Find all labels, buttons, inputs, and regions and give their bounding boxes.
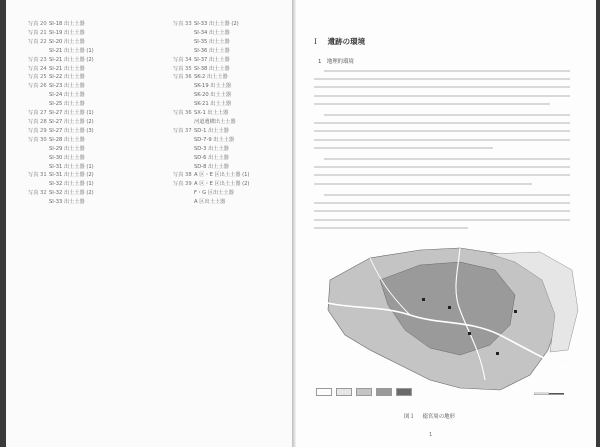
photo-caption: SI-37 出土土器 xyxy=(194,56,230,63)
photo-caption: SI-22 出土土器 xyxy=(49,74,85,81)
photo-number: 写真 28 xyxy=(28,118,47,125)
photo-list-entry xyxy=(28,154,94,163)
photo-number: 写真 38 xyxy=(173,172,192,179)
photo-number xyxy=(173,145,194,154)
photo-caption: SI-34 出土土器 xyxy=(194,29,230,36)
photo-list-entry xyxy=(28,127,94,136)
photo-number xyxy=(173,136,194,145)
photo-caption: SI-19 出土土器 xyxy=(49,29,85,36)
photo-number xyxy=(173,100,194,109)
chapter-number: I xyxy=(314,37,317,46)
photo-number xyxy=(28,198,49,207)
photo-number xyxy=(173,47,194,56)
photo-caption: SD-3 出土土器 xyxy=(194,145,229,152)
photo-caption: SI-23 出土土器 xyxy=(49,83,85,90)
photo-list-entry xyxy=(173,47,249,56)
photo-number: 写真 32 xyxy=(28,190,47,197)
photo-caption: SI-31 出土土器 (2) xyxy=(49,172,94,179)
legend-swatch xyxy=(396,388,412,396)
photo-caption: SI-33 出土土器 xyxy=(49,199,85,206)
photo-number: 写真 30 xyxy=(28,136,47,143)
photo-list-entry xyxy=(173,180,249,189)
photo-number xyxy=(28,91,49,100)
photo-number: 写真 35 xyxy=(173,65,192,72)
photo-list-entry xyxy=(173,154,249,163)
map-scale-bar xyxy=(534,390,568,398)
photo-caption: SI-38 出土土器 xyxy=(194,65,230,72)
photo-number xyxy=(28,145,49,154)
photo-list-entry xyxy=(173,198,249,207)
photo-caption: A 区出土土器 xyxy=(194,199,226,206)
photo-number: 写真 21 xyxy=(28,29,47,36)
photo-number: 写真 24 xyxy=(28,65,47,72)
photo-caption: SI-27 出土土器 (1) xyxy=(49,110,94,117)
photo-caption: SK-2 出土土器 xyxy=(194,74,228,81)
photo-list-entry xyxy=(173,91,249,100)
photo-list-entry xyxy=(173,65,249,74)
photo-list-entry xyxy=(28,118,94,127)
body-text-paragraph-1 xyxy=(314,70,570,111)
photo-list-entry xyxy=(173,118,249,127)
photo-list-entry xyxy=(28,136,94,145)
photo-list-entry xyxy=(173,145,249,154)
photo-number xyxy=(173,118,194,127)
photo-list-entry xyxy=(173,189,249,198)
photo-caption: A 区・E 区出土土器 (1) xyxy=(194,172,250,179)
photo-caption: SD-7-9 出土土器 xyxy=(194,136,235,143)
photo-caption: SI-20 出土土器 xyxy=(49,38,85,45)
photo-number: 写真 27 xyxy=(28,110,47,117)
photo-list-left-column xyxy=(28,20,94,207)
left-page xyxy=(6,0,294,447)
photo-number xyxy=(28,47,49,56)
photo-list-entry xyxy=(173,29,249,38)
photo-caption: SX-1 出土土器 xyxy=(194,110,229,117)
photo-number xyxy=(28,180,49,189)
photo-number xyxy=(173,38,194,47)
legend-swatch xyxy=(376,388,392,396)
photo-caption: SI-21 出土土器 xyxy=(49,65,85,72)
photo-number xyxy=(173,91,194,100)
photo-list-entry xyxy=(173,56,249,65)
photo-list-entry xyxy=(173,20,249,29)
photo-list-entry xyxy=(28,56,94,65)
photo-list-entry xyxy=(28,65,94,74)
photo-list-entry xyxy=(28,198,94,207)
photo-number: 写真 34 xyxy=(173,56,192,63)
photo-list-entry xyxy=(173,73,249,82)
legend-swatch xyxy=(336,388,352,396)
photo-number xyxy=(173,198,194,207)
photo-list-entry xyxy=(28,38,94,47)
photo-list-entry xyxy=(28,20,94,29)
photo-caption: SI-24 出土土器 xyxy=(49,92,85,99)
photo-list-entry xyxy=(28,145,94,154)
photo-number xyxy=(28,163,49,172)
photo-caption: SI-28 出土土器 xyxy=(49,136,85,143)
photo-number: 写真 23 xyxy=(28,56,47,63)
photo-caption: 河道遺構出土土器 xyxy=(194,118,236,125)
photo-caption: SD-6 出土土器 xyxy=(194,154,229,161)
photo-caption: SI-30 出土土器 xyxy=(49,154,85,161)
photo-caption: SK-20 出土土器 xyxy=(194,92,232,99)
photo-list-entry xyxy=(173,163,249,172)
photo-number: 写真 29 xyxy=(28,127,47,134)
body-text-paragraph-4 xyxy=(314,194,570,235)
figure-caption xyxy=(404,412,455,420)
photo-list-entry xyxy=(28,29,94,38)
photo-caption: A 区・E 区出土土器 (2) xyxy=(194,181,250,188)
photo-list-entry xyxy=(173,82,249,91)
photo-list-entry xyxy=(173,127,249,136)
topographic-map xyxy=(310,240,582,410)
photo-number xyxy=(28,100,49,109)
photo-list-entry xyxy=(173,38,249,47)
photo-caption: SI-29 出土土器 xyxy=(49,145,85,152)
photo-caption: SK-19 出土土器 xyxy=(194,83,232,90)
photo-caption: SI-31 出土土器 (1) xyxy=(49,163,94,170)
photo-caption: SI-21 出土土器 (1) xyxy=(49,47,94,54)
photo-number: 写真 26 xyxy=(28,83,47,90)
figure-caption-text: 徳宮周の地形 xyxy=(422,414,455,420)
photo-list-entry xyxy=(28,171,94,180)
photo-caption: SI-18 出土土器 xyxy=(49,21,85,27)
photo-list-entry xyxy=(173,136,249,145)
photo-number: 写真 37 xyxy=(173,127,192,134)
photo-list-entry xyxy=(28,47,94,56)
photo-list-entry xyxy=(28,82,94,91)
photo-list-right-column xyxy=(173,20,249,207)
photo-number: 写真 25 xyxy=(28,74,47,81)
photo-caption: SI-21 出土土器 (2) xyxy=(49,56,94,63)
photo-number: 写真 39 xyxy=(173,181,192,188)
photo-list-entry xyxy=(173,100,249,109)
legend-swatch xyxy=(316,388,332,396)
photo-list-entry xyxy=(173,171,249,180)
photo-caption: SI-32 出土土器 (2) xyxy=(49,190,94,197)
photo-number: 写真 31 xyxy=(28,172,47,179)
photo-number: 写真 36 xyxy=(173,74,192,81)
legend-swatch xyxy=(356,388,372,396)
photo-number xyxy=(173,154,194,163)
photo-caption: SI-27 出土土器 (3) xyxy=(49,127,94,134)
photo-number: 写真 22 xyxy=(28,38,47,45)
photo-caption: SD-8 出土土器 xyxy=(194,163,229,170)
photo-list-entry xyxy=(173,109,249,118)
photo-list-entry xyxy=(28,163,94,172)
right-page xyxy=(296,0,596,447)
page-number: 1 xyxy=(429,432,433,438)
photo-caption: F・G 区出土土器 xyxy=(194,190,234,197)
photo-caption: SI-35 出土土器 xyxy=(194,38,230,45)
photo-list-entry xyxy=(28,109,94,118)
photo-number xyxy=(173,189,194,198)
photo-number xyxy=(173,163,194,172)
photo-number xyxy=(173,29,194,38)
map-legend xyxy=(316,388,412,396)
body-text-paragraph-2 xyxy=(314,114,570,155)
photo-caption: SI-33 出土土器 (2) xyxy=(194,21,239,27)
photo-list-entry xyxy=(28,91,94,100)
photo-number: 写真 36 xyxy=(173,110,192,117)
photo-caption: SI-36 出土土器 xyxy=(194,47,230,54)
photo-caption: SI-27 出土土器 (2) xyxy=(49,118,94,125)
figure-number: 図１ xyxy=(404,414,415,420)
photo-number: 写真 33 xyxy=(173,21,192,27)
chapter-title: 遺跡の環境 xyxy=(327,37,366,46)
photo-caption: SK-21 出土土器 xyxy=(194,101,232,108)
photo-list-entry xyxy=(28,180,94,189)
body-text-paragraph-3 xyxy=(314,158,570,191)
photo-list-entry xyxy=(28,73,94,82)
photo-number xyxy=(28,154,49,163)
photo-list-entry xyxy=(28,189,94,198)
photo-caption: SD-1 出土土器 xyxy=(194,127,229,134)
section-title: 1 地理的環境 xyxy=(318,59,354,65)
photo-list-entry xyxy=(28,100,94,109)
chapter-heading xyxy=(314,36,365,47)
photo-caption: SI-32 出土土器 (1) xyxy=(49,181,94,188)
photo-number: 写真 20 xyxy=(28,21,47,27)
photo-caption: SI-25 出土土器 xyxy=(49,101,85,108)
photo-number xyxy=(173,82,194,91)
